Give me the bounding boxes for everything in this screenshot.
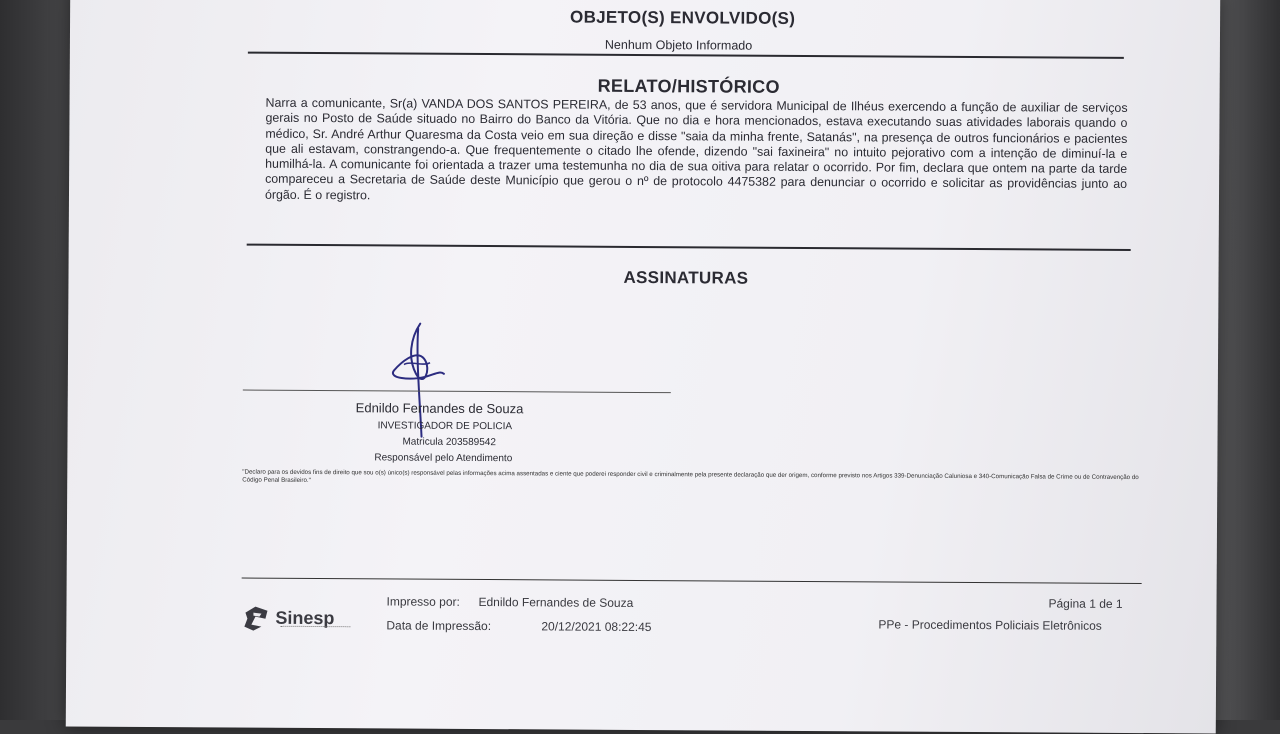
report-text: Narra a comunicante, Sr(a) VANDA DOS SANTOS PEREIRA, de 53 anos, que é servidora Municipal de Ilhéus exercendo a função de auxiliar de serviços gerais no Posto de Saúde situado no Bairro do Banco da Vitória. Que no dia e hora mencionados, estava executando suas atividades laborais quando o médico, Sr. André Arthur Quaresma da Costa veio em sua direção e disse "saia da minha frente, Satanás", na presença de outros funcionários e pacientes que ali estavam, constrangendo-a. Que frequentemente o citado lhe ofende, dizendo "sai faxineira" no intuito pejorativo com a intenção de diminuí-la e humilhá-la. A comunicante foi orientada a trazer uma testemunha no dia de sua oitiva para relatar o ocorrido. Por fim, declara que ontem na parte da tarde compareceu a Secretaria de Saúde deste Município que gerou o nº de protocolo 4475382 para denunciar o ocorrido e solicitar as providências junto ao órgão. É o registro. [264,95,1128,203]
report-divider [247,244,1131,251]
print-date-label: Data de Impressão: [386,618,492,634]
objects-heading: OBJETO(S) ENVOLVIDO(S) [570,7,796,28]
background-right [1210,0,1280,720]
document-page [66,0,1220,734]
system-name: PPe - Procedimentos Policiais Eletrônicos [878,617,1102,633]
logo-tagline [280,626,350,631]
print-date-value: 20/12/2021 08:22:45 [541,619,652,635]
printed-by-value: Ednildo Fernandes de Souza [478,594,634,610]
signer-role: INVESTIGADOR DE POLICIA [377,420,513,433]
objects-divider [248,52,1124,59]
footer-divider [242,578,1142,584]
declaration-text: "Declaro para os devidos fins de direito que sou o(s) único(s) responsável pelas informações acima assentadas e ciente que poderei responder civil e criminalmente pela presente declaração que der origem, conforme previsto nos Artigos 339-Denunciação Caluniosa e 340-Comunicação Falsa de Crime ou de Contravenção do Código Penal Brasileiro." [242,468,1139,484]
report-heading: RELATO/HISTÓRICO [597,75,780,97]
sinesp-logo-icon [241,603,271,633]
printed-by-label: Impresso por: [386,594,460,609]
signer-responsibility: Responsável pelo Atendimento [374,452,513,465]
signature-line [243,390,671,394]
signer-name: Ednildo Fernandes de Souza [355,400,524,417]
page-number: Página 1 de 1 [1048,596,1123,611]
sinesp-logo-text: Sinesp [275,607,335,628]
signatures-heading: ASSINATURAS [623,267,749,288]
objects-value: Nenhum Objeto Informado [604,37,753,53]
signer-registration: Matricula 203589542 [402,436,496,449]
